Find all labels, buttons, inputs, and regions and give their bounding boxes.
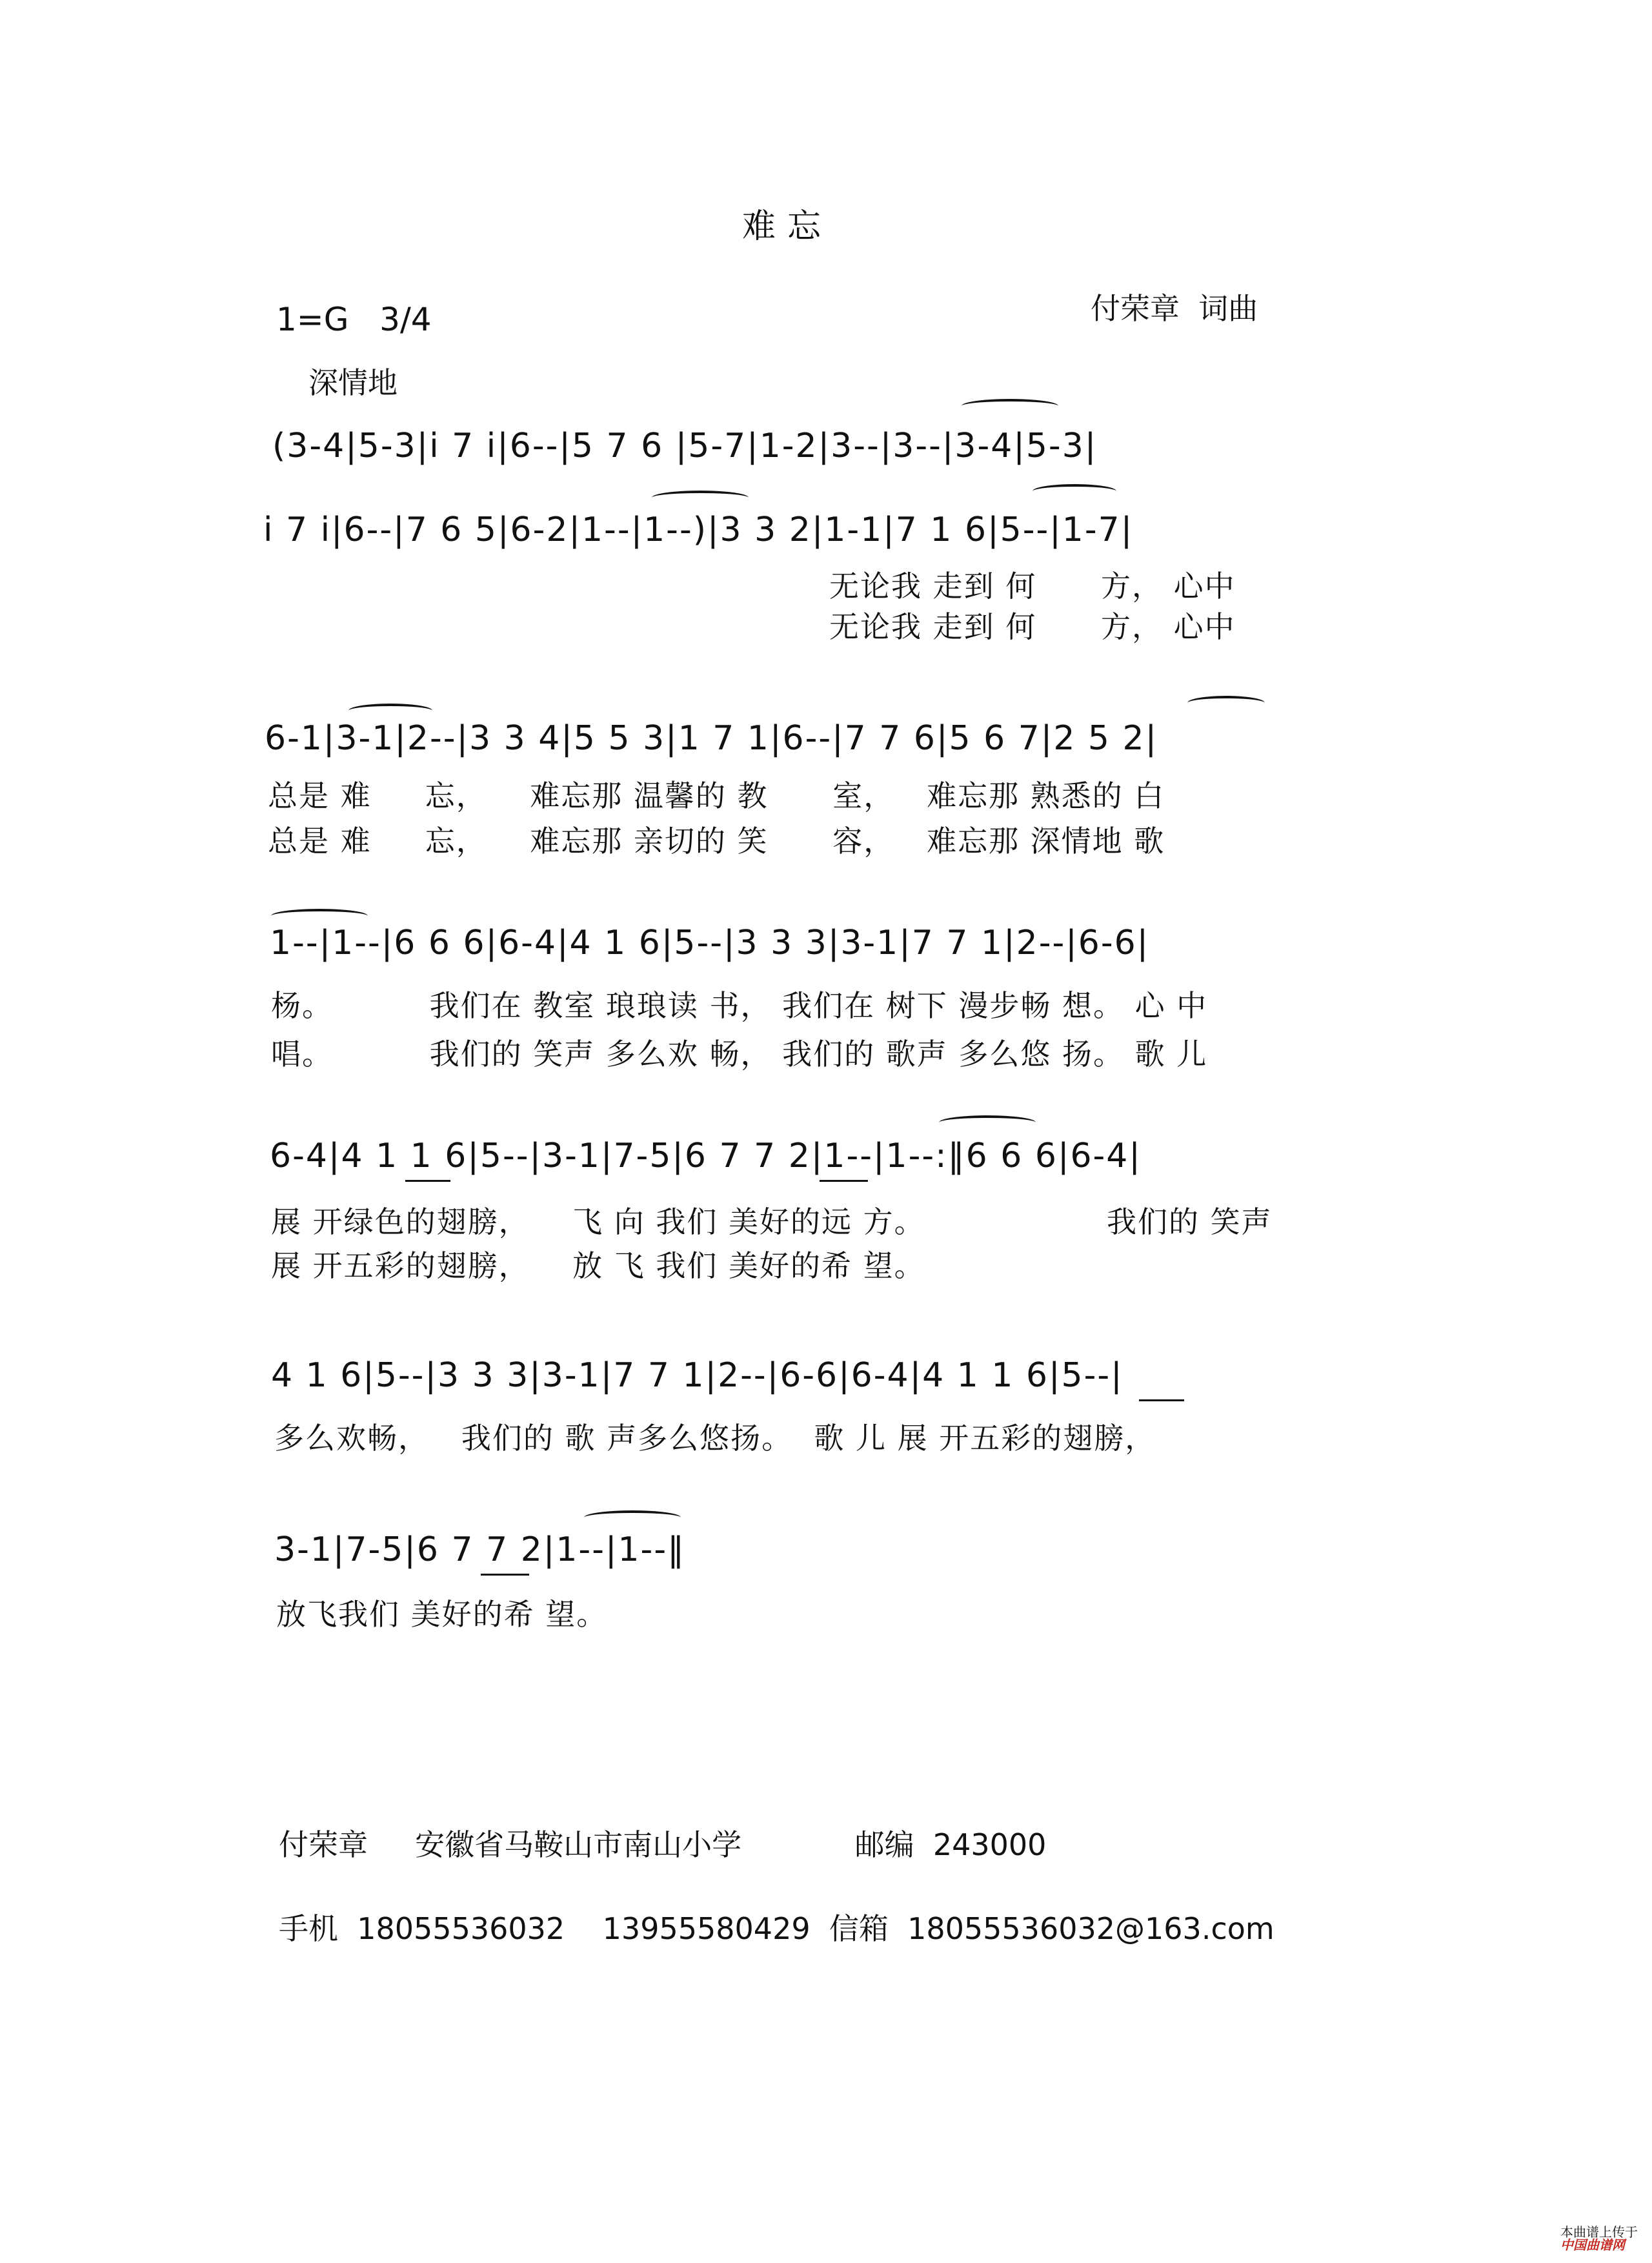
lyric-line-3b: 总是 难 忘， 难忘那 亲切的 笑 容， 难忘那 深情地 歌 bbox=[268, 824, 1165, 858]
composer-credit: 付荣章 词曲 bbox=[1091, 291, 1258, 326]
watermark-stamp bbox=[1552, 2213, 1638, 2251]
underline-mark bbox=[1139, 1399, 1184, 1401]
lyric-line-2a: 无论我 走到 何 方， 心中 bbox=[829, 569, 1236, 604]
notation-line-2: i 7 i|6--|7 6 5|6-2|1--|1--)|3 3 2|1-1|7 1 6|5--|1-7| bbox=[263, 511, 1134, 549]
watermark-text: 本曲谱上传于 bbox=[1560, 2224, 1638, 2240]
song-title: 难忘 bbox=[742, 207, 833, 246]
lyric-line-5b: 展 开五彩的翅膀， 放 飞 我们 美好的希 望。 bbox=[271, 1248, 925, 1283]
lyric-line-3a: 总是 难 忘， 难忘那 温馨的 教 室， 难忘那 熟悉的 白 bbox=[268, 778, 1165, 813]
slur-mark bbox=[652, 491, 749, 505]
underline-mark bbox=[820, 1180, 868, 1182]
lyric-line-6: 多么欢畅， 我们的 歌 声多么悠扬。 歌 儿 展 开五彩的翅膀， bbox=[274, 1421, 1156, 1456]
slur-mark bbox=[271, 909, 368, 923]
notation-line-5: 6-4|4 1 1 6|5--|3-1|7-5|6 7 7 2|1--|1--:‖6 6 6|6-4| bbox=[270, 1137, 1142, 1175]
slur-mark bbox=[584, 1510, 681, 1525]
notation-line-1: (3-4|5-3|i 7 i|6--|5 7 6 |5-7|1-2|3--|3--|3-4|5-3| bbox=[272, 427, 1098, 465]
lyric-line-5-extra: 我们的 笑声 bbox=[1107, 1204, 1273, 1239]
lyric-line-4b: 唱。 我们的 笑声 多么欢 畅， 我们的 歌声 多么悠 扬。 歌 儿 bbox=[271, 1037, 1208, 1071]
underline-mark bbox=[481, 1574, 529, 1576]
slur-mark bbox=[939, 1115, 1036, 1130]
notation-line-4: 1--|1--|6 6 6|6-4|4 1 6|5--|3 3 3|3-1|7 7 1|2--|6-6| bbox=[270, 924, 1150, 962]
slur-mark bbox=[1187, 696, 1265, 710]
contact-address-line: 付荣章 安徽省马鞍山市南山小学 邮编 243000 bbox=[279, 1827, 1047, 1862]
slur-mark bbox=[348, 704, 432, 718]
notation-line-3: 6-1|3-1|2--|3 3 4|5 5 3|1 7 1|6--|7 7 6|5 6 7|2 5 2| bbox=[265, 719, 1158, 758]
tempo-marking: 深情地 bbox=[308, 365, 398, 400]
watermark-logo: 中国曲谱网 bbox=[1560, 2237, 1625, 2253]
underline-mark bbox=[405, 1180, 450, 1182]
notation-line-6: 4 1 6|5--|3 3 3|3-1|7 7 1|2--|6-6|6-4|4 1 1 6|5--| bbox=[271, 1356, 1123, 1395]
lyric-line-4a: 杨。 我们在 教室 琅琅读 书， 我们在 树下 漫步畅 想。 心 中 bbox=[271, 988, 1208, 1023]
slur-mark bbox=[962, 399, 1058, 413]
notation-line-7: 3-1|7-5|6 7 7 2|1--|1--‖ bbox=[274, 1530, 686, 1569]
contact-phone-email-line: 手机 18055536032 13955580429 信箱 18055536032@163.com bbox=[279, 1911, 1274, 1946]
lyric-line-7: 放飞我们 美好的希 望。 bbox=[276, 1597, 608, 1632]
lyric-line-2b: 无论我 走到 何 方， 心中 bbox=[829, 609, 1236, 644]
slur-mark bbox=[1032, 484, 1116, 498]
key-time-signature: 1=G 3/4 bbox=[276, 301, 432, 338]
lyric-line-5a: 展 开绿色的翅膀， 飞 向 我们 美好的远 方。 bbox=[271, 1204, 925, 1239]
